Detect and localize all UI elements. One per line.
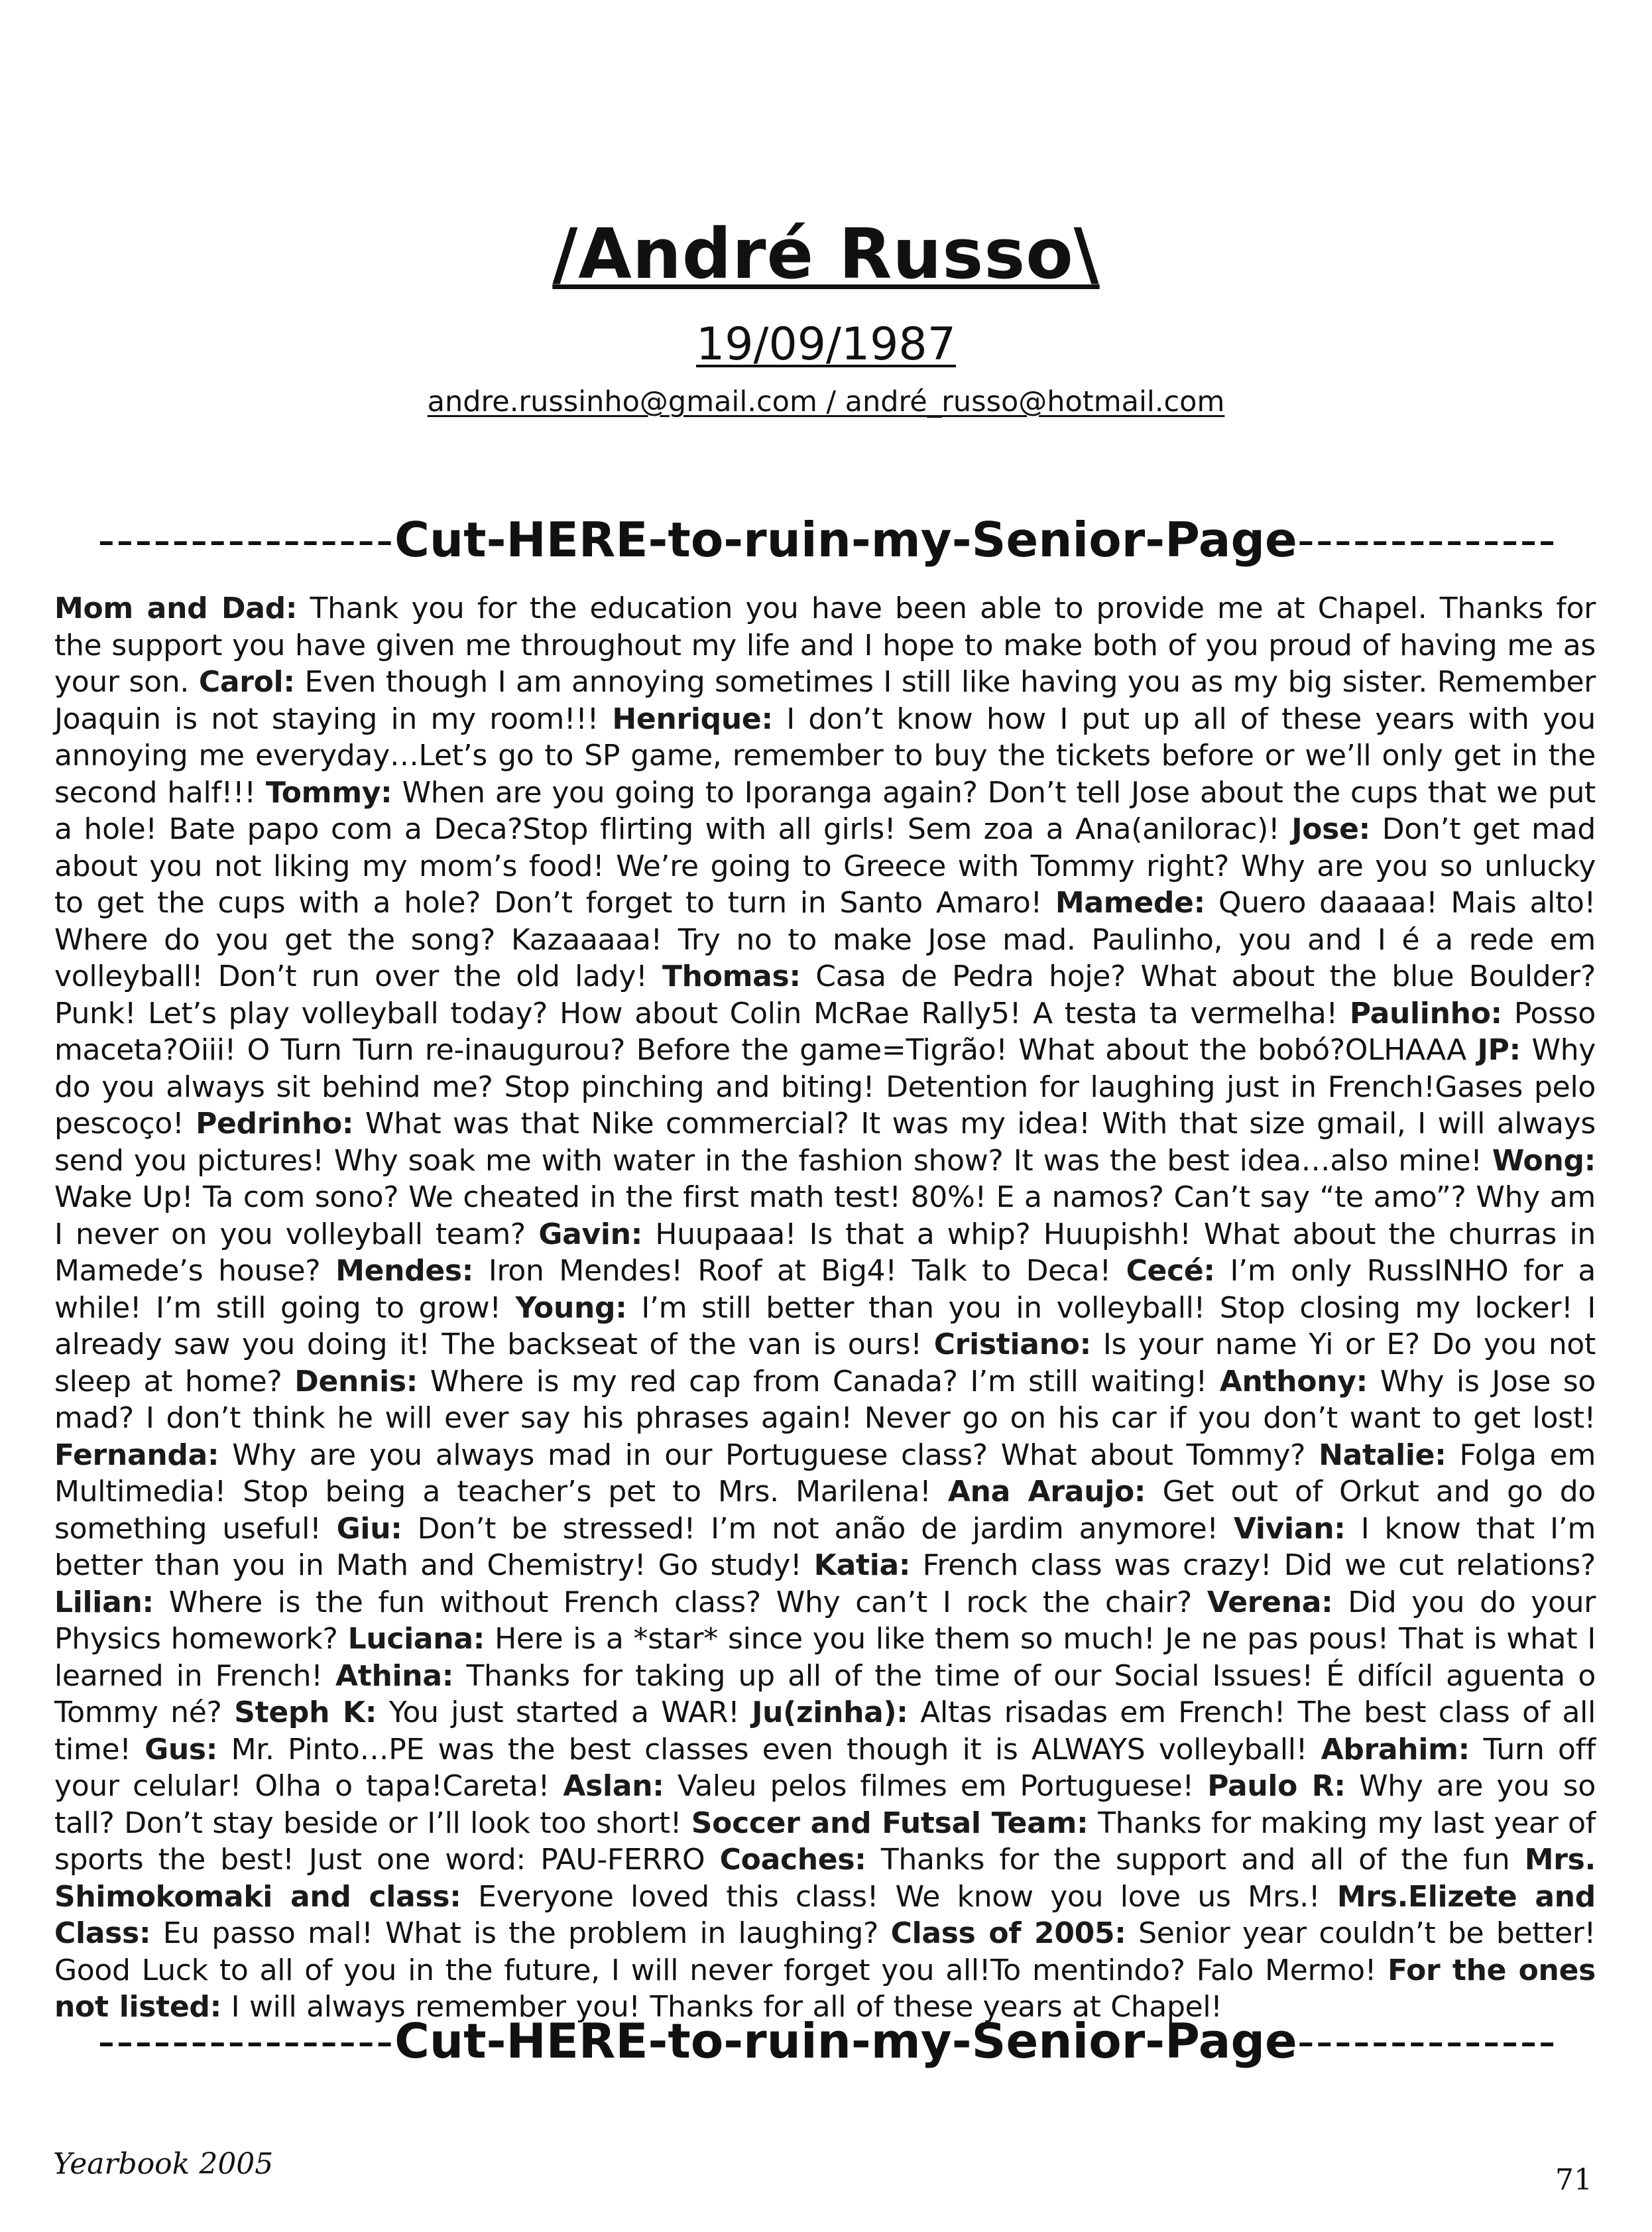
message-recipient: Pedrinho: [196,1107,354,1141]
message-recipient: Ana Araujo: [947,1475,1146,1509]
message-text: Iron Mendes! Roof at Big4! Talk to Deca! [488,1254,1111,1288]
message-recipient: Mrs. Shimokomaki and class: [54,1843,1596,1914]
student-name-title: /André Russo\ [552,214,1100,294]
message-entry [337,1512,1218,1546]
message-entry [54,1585,1192,1619]
message-text: Is your name Yi or E? Do you not sleep at home? [54,1328,1596,1398]
message-text: Thanks for the support and all of the fun [880,1843,1510,1877]
message-text: You just started a WAR! [388,1696,740,1729]
message-text: Mr. Pinto…PE was the best classes even though it is ALWAYS volleyball! [231,1732,1308,1767]
message-text: Altas risadas em French! The best class of all time! [54,1696,1596,1767]
message-recipient: For the ones not listed: [54,1953,1596,2024]
message-recipient: Aslan: [563,1769,664,1803]
email-addresses [0,383,1652,420]
message-recipient: Anthony: [1219,1364,1368,1398]
message-text: I’m still better than you in volleyball! Stop closing my locker! I already saw you doing it! The backseat of the van is ours! [54,1290,1596,1361]
message-text: Thanks for making my last year of sports the best! Just one word: PAU-FERRO [54,1806,1596,1877]
message-recipient: Mendes: [335,1254,474,1288]
message-recipient: Carol: [198,665,295,699]
message-recipient: Giu: [336,1511,402,1546]
message-recipient: Mom and Dad: [54,591,298,625]
message-recipient: Paulinho: [1349,996,1502,1030]
message-recipient: Jose: [1291,812,1370,846]
message-text: Even though I am annoying sometimes I still like having you as my big sister. Remember Joaquin is not staying in my room!!! [54,665,1596,736]
message-recipient: Coaches: [719,1843,866,1877]
message-text: Casa de Pedra hoje? What about the blue Boulder? Punk! Let’s play volleyball today? How about Colin McRae Rally5! A testa ta vermelha! [54,960,1596,1030]
message-text: Did you do your Physics homework? [54,1585,1596,1656]
message-recipient: Dennis: [294,1364,418,1398]
message-text: Senior year couldn’t be better! Good Luck to all of you in the future, I will never forget you all!To mentindo? Falo Mermo! [54,1916,1596,1987]
publication-footer: Yearbook 2005 [53,2147,274,2181]
message-recipient: Thomas: [662,960,801,993]
message-text: Thanks for taking up all of the time of our Social Issues! É difícil aguenta o Tommy né? [54,1658,1596,1729]
message-recipient: Cecé: [1126,1254,1215,1288]
message-text: I will always remember you! Thanks for all of these years at Chapel! [231,1990,1222,2024]
message-recipient: Class of 2005: [890,1916,1126,1950]
message-entry [145,1733,1307,1767]
cut-line-right-dashes: -------------- [1297,2013,1557,2069]
message-text: I’m only RussINHO for a while! I’m still going to grow! [54,1254,1596,1325]
message-text: Why do you always sit behind me? Stop pinching and biting! Detention for laughing just in French!Gases pelo pescoço! [54,1033,1596,1141]
cut-line-bottom [52,2009,1603,2073]
cut-line-text: Cut-HERE-to-ruin-my-Senior-Page [394,512,1297,568]
message-recipient: Vivian: [1233,1511,1346,1546]
message-entry [563,1769,1193,1803]
message-recipient: Paulo R: [1207,1769,1346,1803]
message-recipient: Katia: [813,1548,911,1582]
message-text: Get out of Orkut and go do something useful! [54,1475,1596,1546]
message-recipient: Fernanda: [54,1438,219,1472]
message-text: When are you going to Iporanga again? Don’t tell Jose about the cups that we put a hole! Bate papo com a Deca?Stop flirting with all girls! Sem zoa a Ana(anilorac)! [54,775,1596,846]
message-recipient: Soccer and Futsal Team: [691,1806,1089,1840]
message-recipient: Henrique: [612,702,773,736]
message-recipient: Wong: [1492,1143,1596,1178]
message-text: Why are you always mad in our Portuguese class? What about Tommy? [232,1438,1306,1472]
cut-line-text: Cut-HERE-to-ruin-my-Senior-Page [394,2013,1297,2069]
message-entry [234,1696,739,1729]
message-recipient: Mrs.Elizete and Class: [54,1879,1596,1950]
message-recipient: Natalie: [1319,1438,1446,1472]
message-recipient: Tommy: [265,775,392,810]
message-entry [54,1107,1596,1178]
message-text: Posso maceta?Oiii! O Turn Turn re-inaugurou? Before the game=Tigrão! What about the bobó?OLHAAA [54,996,1596,1067]
cut-line-left-dashes: ---------------- [97,512,395,568]
message-text: Folga em Multimedia! Stop being a teacher’s pet to Mrs. Marilena! [54,1438,1596,1509]
message-recipient: Verena: [1207,1585,1333,1619]
message-text: Huupaaa! Is that a whip? Huupishh! What about the churras in Mamede’s house? [54,1217,1596,1288]
message-text: What was that Nike commercial? It was my idea! With that size gmail, I will always send you pictures! Why soak me with water in the fashion show? It was the best idea…also mine! [54,1107,1596,1178]
message-entry [294,1365,1207,1398]
message-text: Eu passo mal! What is the problem in laughing? [162,1916,879,1950]
message-text: Valeu pelos filmes em Portuguese! [677,1769,1194,1803]
message-recipient: Young: [515,1290,627,1325]
message-recipient: JP: [1477,1033,1521,1067]
page-number: 71 [1555,2163,1592,2197]
message-recipient: Gavin: [538,1217,643,1251]
email-secondary: andré_russo@hotmail.com [845,385,1225,418]
message-text: Don’t get mad about you not liking my mom’s food! We’re going to Greece with Tommy right? Why are you so unlucky to get the cups with a hole? Don’t forget to turn in Santo Amaro! [54,812,1596,920]
message-recipient: Lilian: [54,1585,154,1619]
dedication-text [54,590,1596,2026]
message-text: Thank you for the education you have been able to provide me at Chapel. Thanks for the support you have given me throughout my life and I hope to make both of you proud of having me as your son. [54,591,1596,699]
message-text: Why is Jose so mad? I don’t think he will ever say his phrases again! Never go on his car if you don’t want to get lost! [54,1364,1596,1435]
message-text: I don’t know how I put up all of these years with you annoying me everyday…Let’s go to SP game, remember to buy the tickets before or we’ll only get in the second half!!! [54,702,1596,810]
message-text: Quero daaaaa! Mais alto! Where do you get the song? Kazaaaaa! Try no to make Jose mad. Paulinho, you and I é a rede em volleyball! Don’t run over the old lady! [54,886,1596,993]
message-recipient: Steph K: [234,1696,377,1729]
cut-line-top [52,508,1603,572]
message-text: Wake Up! Ta com sono? We cheated in the first math test! 80%! E a namos? Can’t say “te amo”? Why am I never on you volleyball team? [54,1180,1596,1251]
cut-line-right-dashes: -------------- [1297,512,1557,568]
message-text: Don’t be stressed! I’m not anão de jardim anymore! [417,1511,1218,1546]
message-entry [335,1254,1111,1288]
message-recipient: Luciana: [347,1622,485,1656]
message-text: Everyone loved this class! We know you love us Mrs.! [478,1879,1321,1914]
message-recipient: Athina: [335,1658,454,1693]
message-text: I know that I’m better than you in Math and Chemistry! Go study! [54,1511,1596,1582]
message-text: Where is my red cap from Canada? I’m still waiting! [430,1364,1207,1398]
message-recipient: Cristiano: [933,1328,1091,1361]
message-recipient: Ju(zinha): [752,1696,908,1729]
message-entry [814,1548,1596,1582]
message-recipient: Abrahim: [1321,1732,1470,1767]
message-entry [54,1438,1305,1472]
message-text: Here is a *star* since you like them so much! Je ne pas pous! That is what I learned in French! [54,1622,1596,1693]
message-text: Why are you so tall? Don’t stay beside or I’ll look too short! [54,1769,1596,1840]
message-text: French class was crazy! Did we cut relations? [922,1548,1596,1582]
email-primary: andre.russinho@gmail.com [427,385,817,418]
email-separator: / [817,385,845,418]
message-text: Where is the fun without French class? Why can’t I rock the chair? [168,1585,1192,1619]
message-entry [720,1843,1510,1877]
message-recipient: Gus: [145,1732,218,1767]
message-text: Turn off your celular! Olha o tapa!Careta! [54,1732,1596,1803]
message-recipient: Mamede: [1055,886,1205,920]
birthdate: 19/09/1987 [696,318,956,371]
cut-line-left-dashes: ---------------- [97,2013,395,2069]
